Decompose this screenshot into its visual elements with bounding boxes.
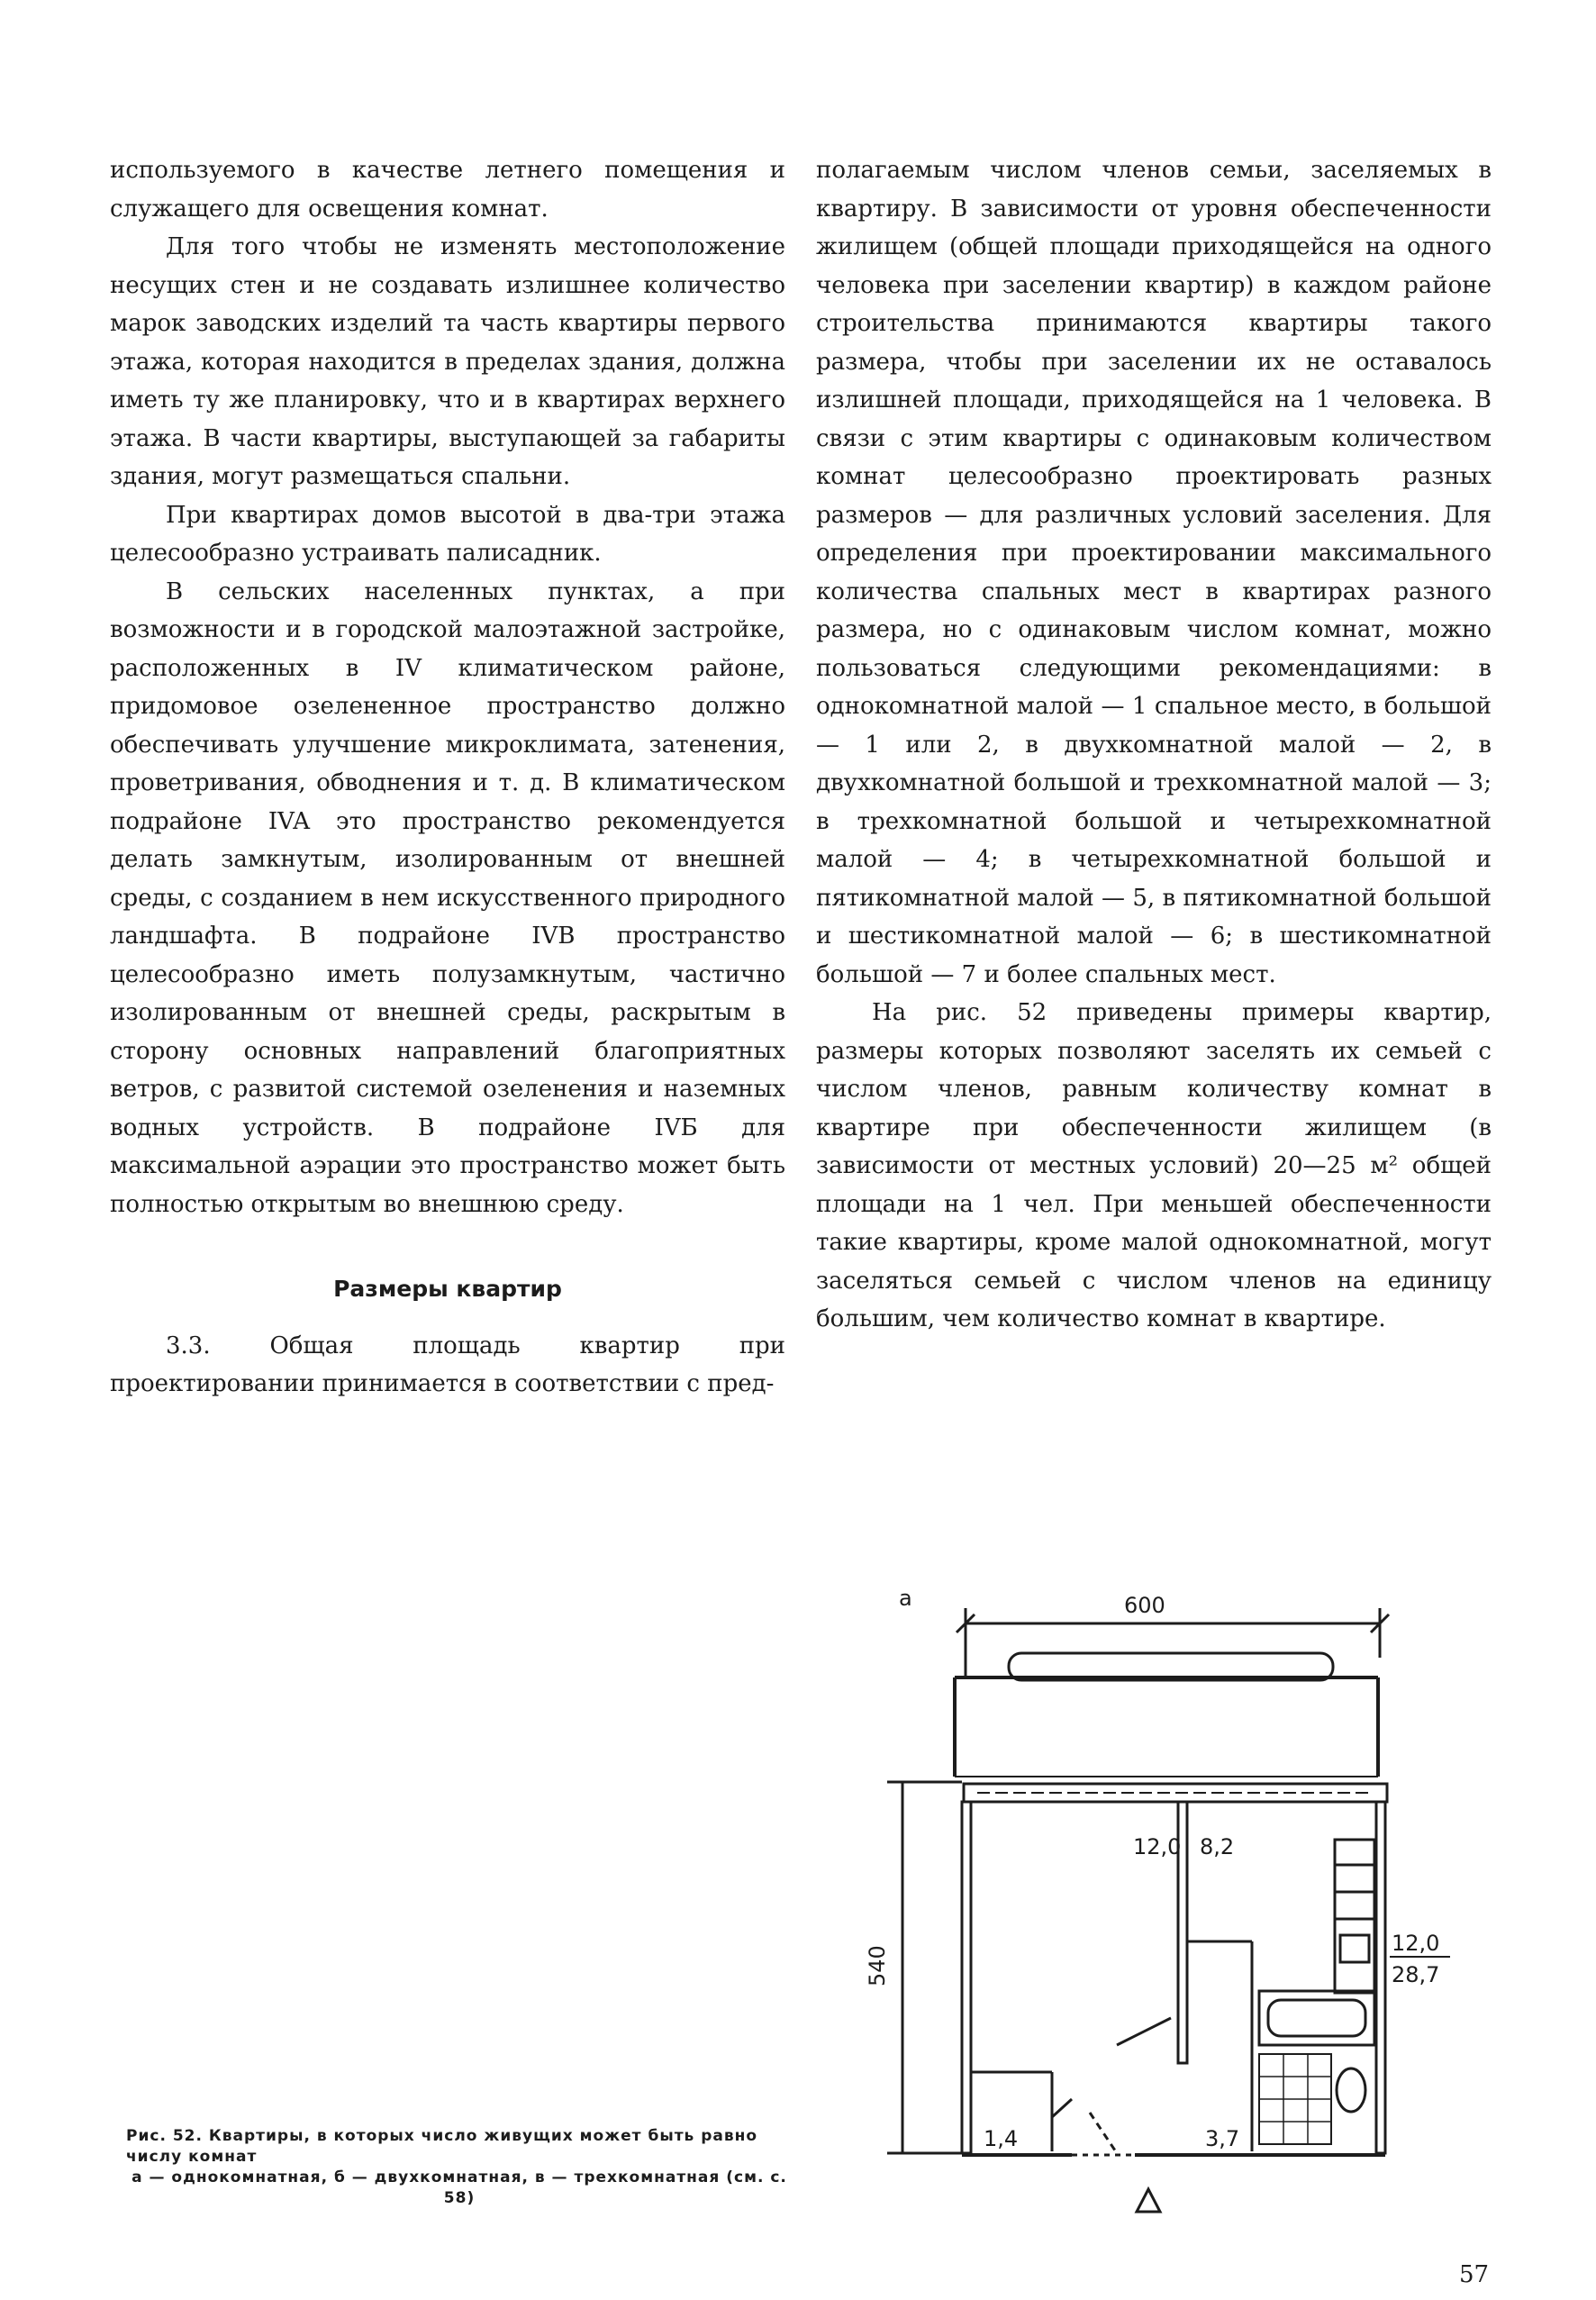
page-number: 57	[1459, 2261, 1490, 2288]
room-area-label: 12,0	[1133, 1834, 1182, 1859]
living-area-label: 12,0	[1392, 1931, 1440, 1956]
kitchen-area-label: 8,2	[1200, 1834, 1235, 1859]
section-heading: Размеры квартир	[333, 1276, 562, 1302]
caption-legend: а — однокомнатная, б — двухкомнатная, в — трехкомнатная (см. с. 58)	[131, 2168, 787, 2207]
paragraph: используемого в качестве летнего помещения и служащего для освещения комнат.	[110, 157, 785, 223]
kitchen-units	[1335, 1840, 1374, 1993]
paragraph: 3.3. Общая площадь квартир при проектировании принимается в соответствии с пред-	[110, 1332, 785, 1397]
paragraph: Для того чтобы не изменять местоположение несущих стен и не создавать излишнее количество марок заводских изделий та часть квартиры первого этажа, которая находится в пределах здания, должна иметь ту же планировку, что и в квартирах верхнего этажа. В части квартиры, выступающей за габариты здания, могут размещаться спальни.	[110, 233, 785, 490]
figure-panel-label: а	[899, 1586, 912, 1611]
figure-caption	[126, 2126, 793, 2209]
paragraph: На рис. 52 приведены примеры квартир, размеры которых позволяют заселять их семьей с числом членов, равным количеству комнат в квартире при обеспеченности жилищем (в зависимости от местных условий) 20—25 м² общей площади на 1 чел. При меньшей обеспеченности такие квартиры, кроме малой однокомнатной, могут заселяться семьей с числом членов на единицу большим, чем количество комнат в квартире.	[816, 999, 1492, 1332]
dimension-bottom-label: 3,7	[1205, 2126, 1240, 2151]
dimension-width-label: 600	[1124, 1593, 1165, 1618]
caption-title: Рис. 52. Квартиры, в которых число живущих может быть равно числу комнат	[126, 2127, 758, 2166]
dimension-height-label: 540	[865, 1945, 890, 1986]
paragraph: В сельских населенных пунктах, а при возможности и в городской малоэтажной застройке, расположенных в IV климатическом районе, придомовое озелененное пространство должно обеспечивать улучшение микроклимата, затенения, проветривания, обводнения и т. д. В климатическом подрайоне IVA это пространство рекомендуется делать замкнутым, изолированным от внешней среды, с созданием в нем искусственного природного ландшафта. В подрайоне IVB пространство целесообразно иметь полузамкнутым, частично изолированным от внешней среды, раскрытым в сторону основных направлений благоприятных ветров, с развитой системой озеленения и наземных водных устройств. В подрайоне IVБ для максимальной аэрации это пространство может быть полностью открытым во внешнюю среду.	[110, 577, 785, 1218]
height-dimension	[865, 1782, 962, 2153]
total-area-label: 28,7	[1392, 1962, 1440, 1987]
balcony	[955, 1653, 1378, 1777]
paragraph: При квартирах домов высотой в два-три этажа целесообразно устраивать палисадник.	[110, 501, 785, 567]
entrance-marker	[1072, 2155, 1160, 2212]
dimension-small-label: 1,4	[984, 2126, 1019, 2151]
paragraph: полагаемым числом членов семьи, заселяемых в квартиру. В зависимости от уровня обеспеченности жилищем (общей площади приходящейся на одного человека при заселении квартир) в каждом районе строительства принимаются квартиры такого размера, чтобы при заселении их не оставалось излишней площади, приходящейся на 1 человека. В связи с этим квартиры с одинаковым количеством комнат целесообразно проектировать разных размеров — для различных условий заселения. Для определения при проектировании максимального количества спальных мест в квартирах разного размера, но с одинаковым числом комнат, можно пользоваться следующими рекомендациями: в однокомнатной малой — 1 спальное место, в большой — 1 или 2, в двухкомнатной малой — 2, в двухкомнатной большой и трехкомнатной малой — 3; в трехкомнатной большой и четырехкомнатной малой — 4; в четырехкомнатной большой и пятикомнатной малой — 5, в пятикомнатной большой и шестикомнатной малой — 6; в шестикомнатной большой — 7 и более спальных мест.	[816, 157, 1492, 988]
width-dimension	[957, 1593, 1389, 1677]
bathroom	[1259, 1991, 1374, 2144]
